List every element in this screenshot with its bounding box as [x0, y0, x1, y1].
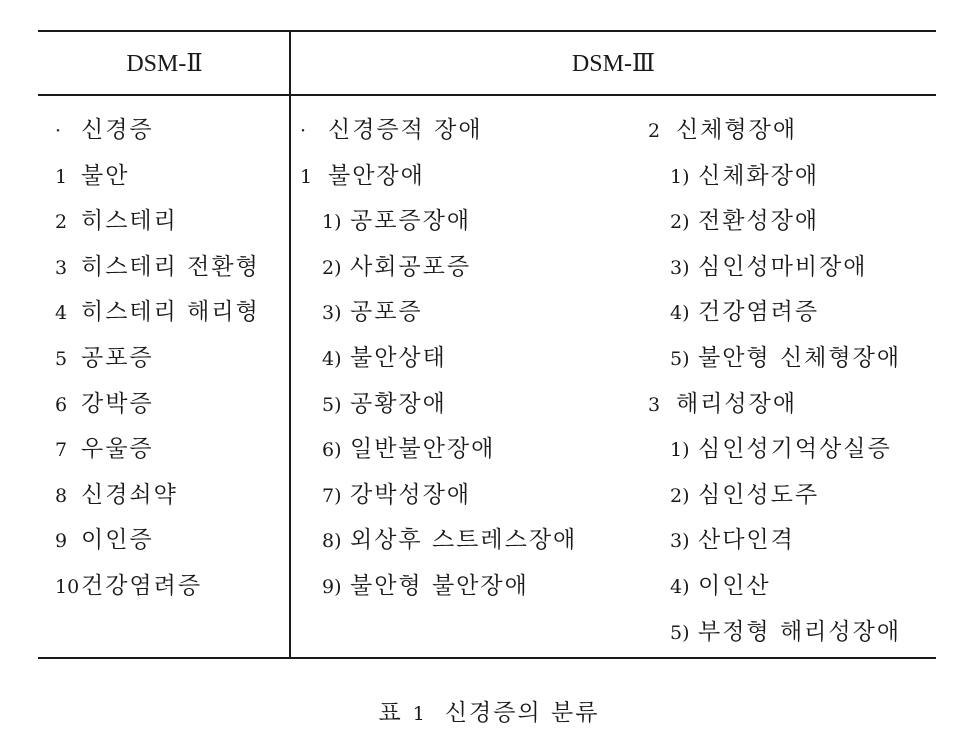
item-text: 이인증: [81, 527, 154, 554]
list-item: [55, 108, 287, 154]
list-item: [55, 518, 287, 564]
list-item: [300, 382, 640, 428]
item-number: ·: [300, 120, 307, 142]
list-item: [648, 199, 936, 245]
item-number: ·: [55, 120, 62, 142]
list-item: [55, 382, 287, 428]
list-item: [55, 473, 287, 519]
item-number: 5): [322, 393, 342, 416]
list-item: [300, 427, 640, 473]
list-item: [55, 199, 287, 245]
item-number: 7: [55, 439, 68, 462]
item-text: 불안장애: [328, 162, 425, 189]
list-item: [55, 336, 287, 382]
item-text: 부정형 해리성장애: [698, 618, 902, 645]
list-item: [648, 245, 936, 291]
list-item: [300, 290, 640, 336]
list-item: [55, 564, 287, 610]
item-number: 1): [322, 211, 342, 234]
item-number: 1): [670, 165, 690, 188]
item-text: 우울증: [81, 436, 154, 463]
item-text: 공포증: [350, 299, 423, 326]
item-number: 6): [322, 439, 342, 462]
item-text: 공포증장애: [350, 208, 472, 235]
dsm-iii-somatoform-dissociative-column: [648, 108, 936, 655]
list-item: [55, 427, 287, 473]
item-text: 공포증: [81, 344, 154, 371]
item-number: 4): [670, 302, 690, 325]
item-text: 이인산: [698, 572, 771, 599]
item-number: 6: [55, 393, 68, 416]
item-number: 3: [648, 393, 661, 416]
item-text: 외상후 스트레스장애: [350, 527, 578, 554]
list-item: [300, 473, 640, 519]
item-text: 건강염려증: [81, 572, 203, 599]
dsm-ii-column: [55, 108, 287, 610]
item-number: 1): [670, 439, 690, 462]
item-number: 3): [670, 256, 690, 279]
item-number: 8): [322, 530, 342, 553]
item-number: 7): [322, 484, 342, 507]
item-number: 2): [670, 211, 690, 234]
list-item: [300, 518, 640, 564]
item-number: 2: [648, 120, 661, 142]
list-item: [648, 518, 936, 564]
caption-text: 신경증의 분류: [444, 700, 600, 726]
list-item: [648, 610, 936, 656]
item-text: 일반불안장애: [350, 436, 496, 463]
list-item: [300, 199, 640, 245]
item-text: 신체화장애: [698, 162, 820, 189]
table-top-rule: [38, 30, 936, 32]
item-number: 9: [55, 530, 68, 553]
item-text: 강박증: [81, 390, 154, 417]
item-number: 2): [670, 484, 690, 507]
list-item: [648, 336, 936, 382]
item-number: 4: [55, 302, 68, 325]
list-item: [300, 564, 640, 610]
item-number: 10: [55, 575, 80, 598]
list-item: [648, 290, 936, 336]
item-number: 1: [300, 165, 313, 188]
list-item: [55, 154, 287, 200]
item-text: 신경증적 장애: [328, 117, 483, 143]
item-number: 5: [55, 347, 68, 370]
item-text: 해리성장애: [676, 390, 798, 417]
item-text: 심인성마비장애: [698, 253, 868, 280]
list-item: [648, 382, 936, 428]
item-text: 건강염려증: [698, 299, 820, 326]
item-number: 2): [322, 256, 342, 279]
item-number: 5): [670, 347, 690, 370]
header-dsm-iii: DSM-Ⅲ: [571, 51, 656, 77]
item-text: 사회공포증: [350, 253, 472, 280]
list-item: [648, 154, 936, 200]
item-text: 불안형 불안장애: [350, 572, 529, 599]
item-text: 심인성기억상실증: [698, 436, 892, 463]
list-item: [648, 564, 936, 610]
list-item: [55, 245, 287, 291]
caption-number: 1: [412, 703, 427, 725]
item-text: 심인성도주: [698, 481, 820, 508]
item-number: 2: [55, 211, 68, 234]
list-item: [300, 245, 640, 291]
list-item: [648, 427, 936, 473]
caption-prefix: 표: [378, 700, 403, 726]
table-header-rule: [38, 94, 936, 96]
item-number: 4): [322, 347, 342, 370]
list-item: [648, 473, 936, 519]
item-text: 히스테리 해리형: [81, 299, 260, 326]
item-text: 불안형 신체형장애: [698, 344, 902, 371]
item-number: 3): [670, 530, 690, 553]
item-text: 히스테리 전환형: [81, 253, 260, 280]
item-number: 4): [670, 575, 690, 598]
item-number: 9): [322, 575, 342, 598]
item-text: 불안상태: [350, 344, 447, 371]
table-bottom-rule: [38, 657, 936, 659]
list-item: [55, 290, 287, 336]
item-text: 전환성장애: [698, 208, 820, 235]
dsm-iii-neurotic-column: [300, 108, 640, 610]
list-item: [300, 154, 640, 200]
list-item: [648, 108, 936, 154]
list-item: [300, 108, 640, 154]
item-number: 5): [670, 621, 690, 644]
item-number: 8: [55, 484, 68, 507]
item-text: 신경쇠약: [81, 481, 178, 508]
item-number: 3): [322, 302, 342, 325]
item-number: 3: [55, 256, 68, 279]
item-text: 신체형장애: [676, 117, 798, 143]
item-text: 공황장애: [350, 390, 447, 417]
item-text: 강박성장애: [350, 481, 472, 508]
item-text: 신경증: [81, 117, 154, 143]
table-column-divider: [289, 30, 291, 659]
header-dsm-ii: DSM-Ⅱ: [126, 51, 203, 77]
item-number: 1: [55, 165, 68, 188]
item-text: 히스테리: [81, 208, 178, 235]
table-caption: [0, 694, 978, 727]
list-item: [300, 336, 640, 382]
item-text: 불안: [81, 162, 130, 189]
item-text: 산다인격: [698, 527, 795, 554]
